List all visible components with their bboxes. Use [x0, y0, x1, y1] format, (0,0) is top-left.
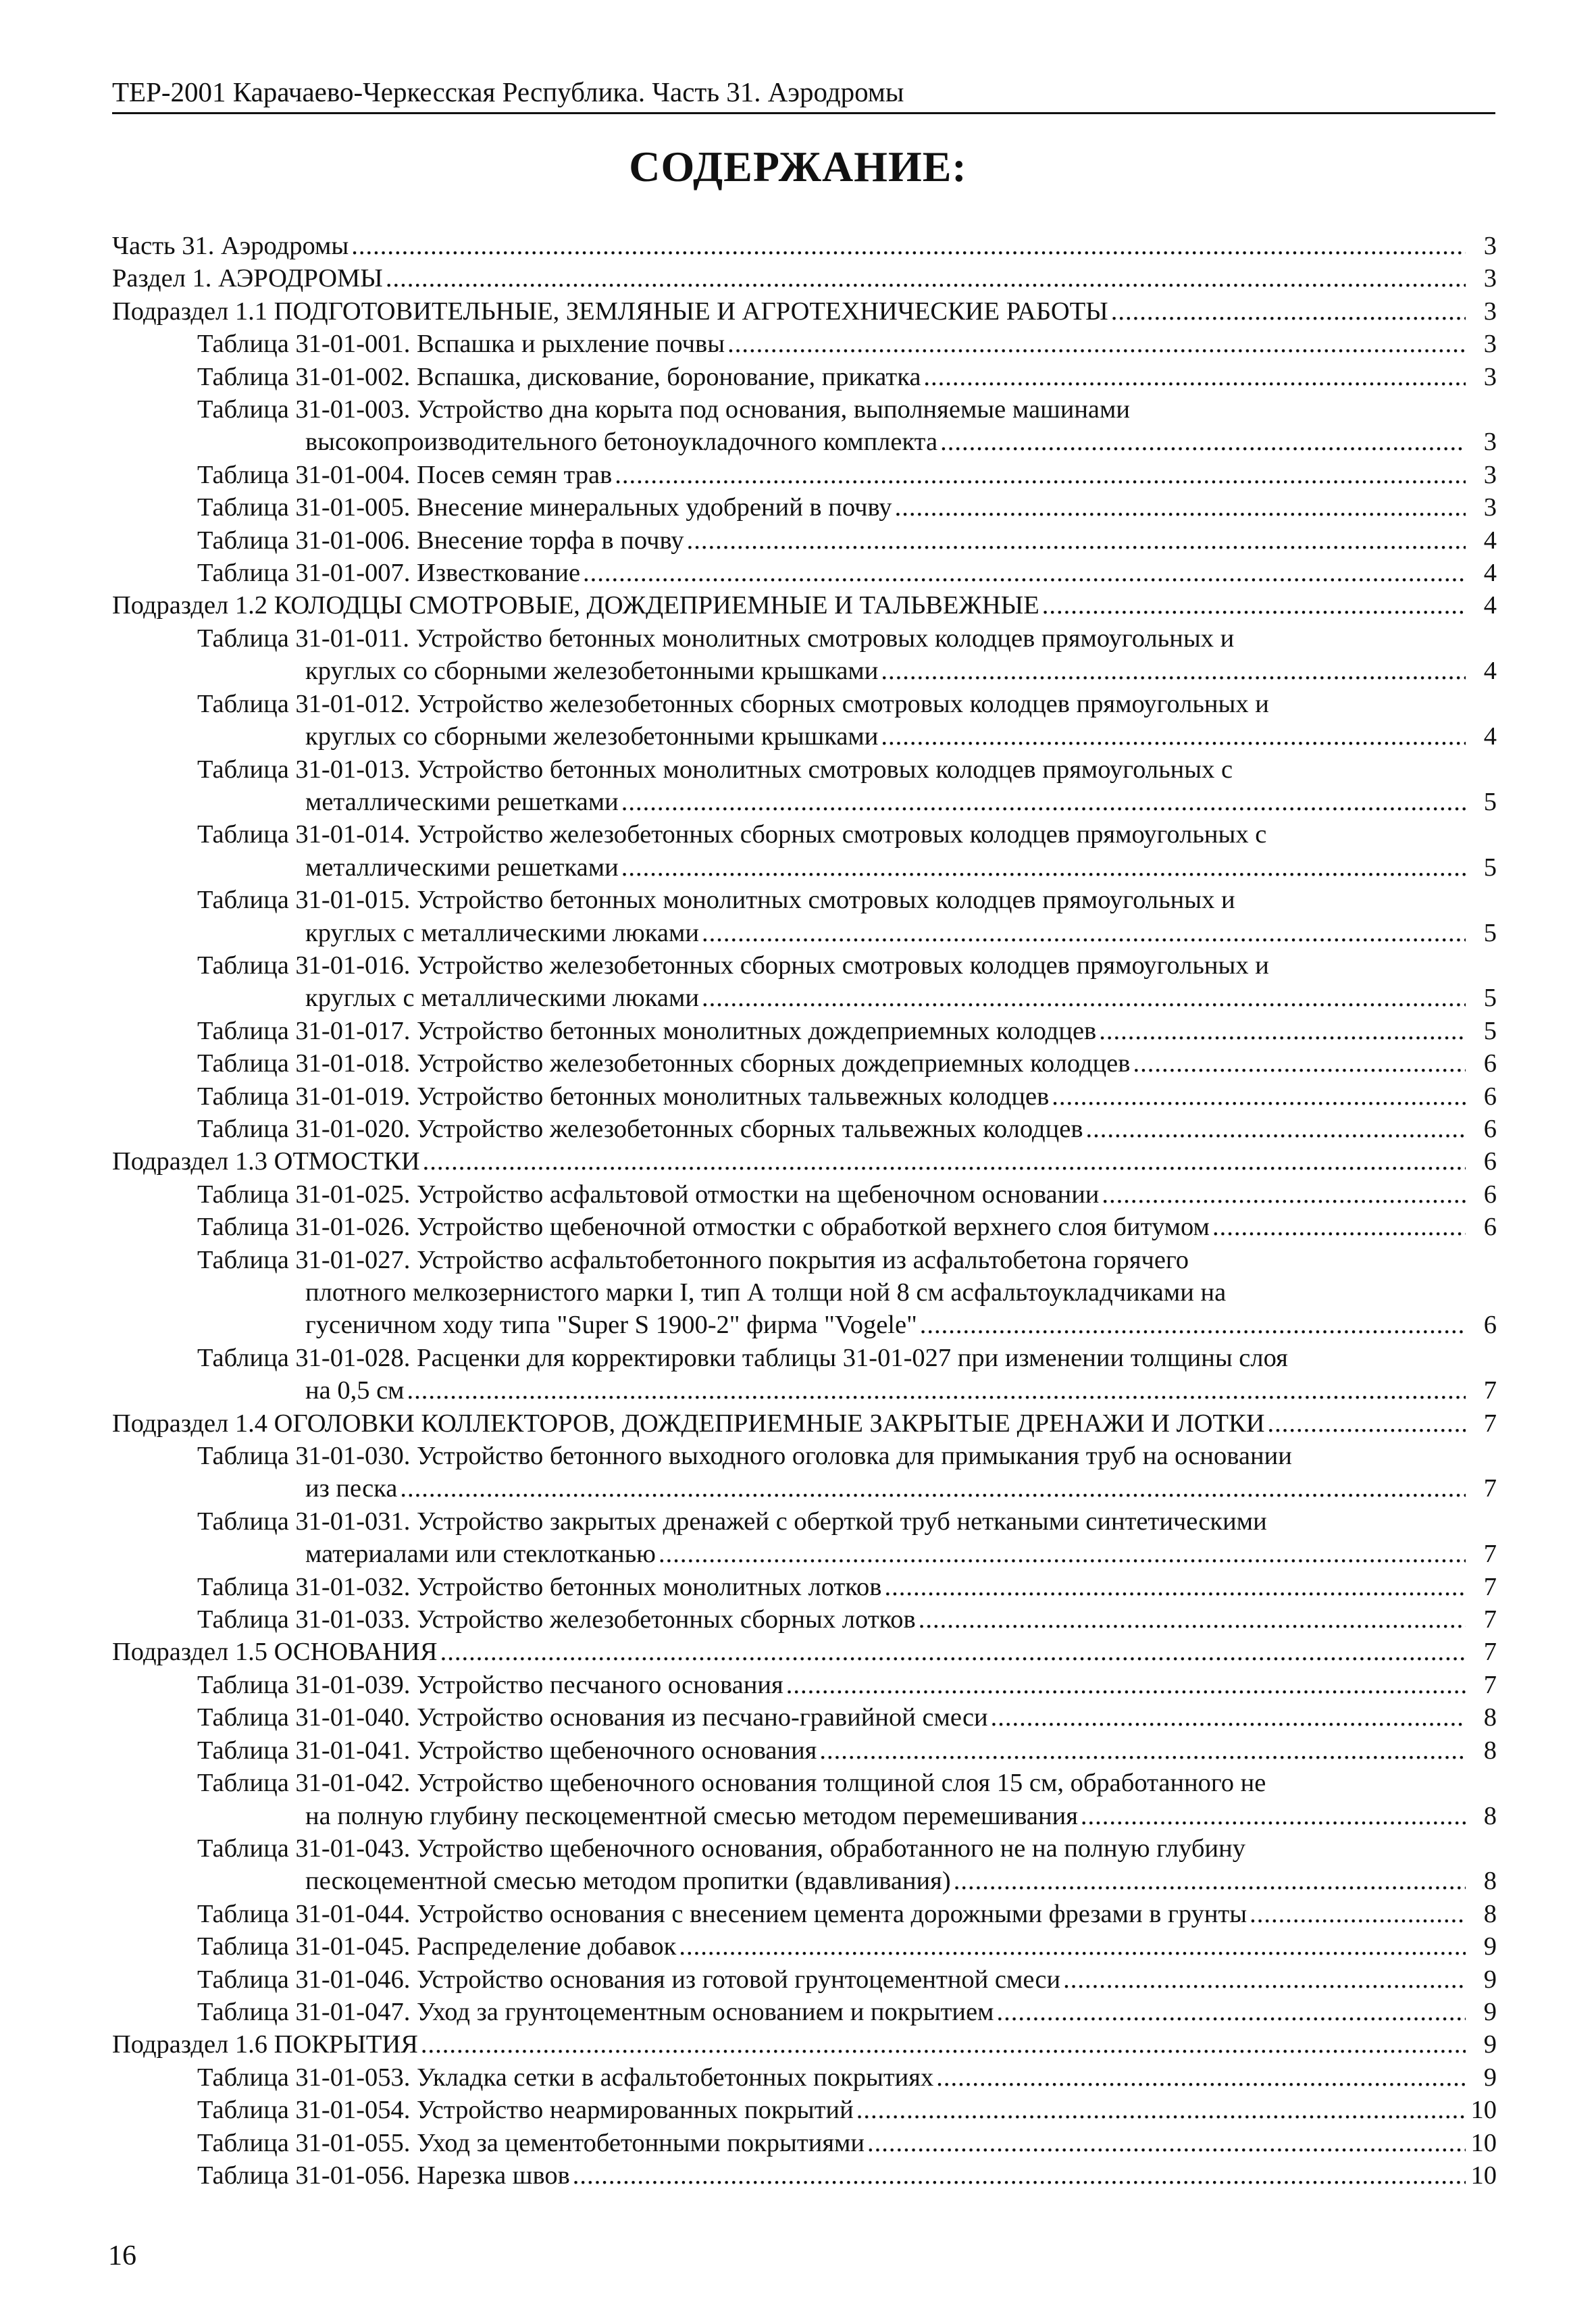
toc-page-number: 10	[1470, 2161, 1497, 2190]
toc-page-number: 4	[1483, 526, 1497, 555]
toc-page-number: 9	[1483, 1932, 1497, 1961]
toc-entry-text: Подраздел 1.1 ПОДГОТОВИТЕЛЬНЫЕ, ЗЕМЛЯНЫЕ И АГРОТЕХНИЧЕСКИЕ РАБОТЫ	[112, 297, 1108, 326]
toc-page-number: 6	[1483, 1049, 1497, 1078]
dot-leader	[421, 2028, 1466, 2061]
toc-entry[interactable]	[112, 230, 1497, 262]
toc-entry-text: Подраздел 1.2 КОЛОДЦЫ СМОТРОВЫЕ, ДОЖДЕПРИЕМНЫЕ И ТАЛЬВЕЖНЫЕ	[112, 591, 1039, 620]
dot-leader	[440, 1636, 1466, 1668]
toc-page-number: 3	[1483, 297, 1497, 326]
toc-entry-text: на полную глубину пескоцементной смесью методом перемешивания	[305, 1801, 1078, 1830]
toc-entry-line	[197, 1113, 1497, 1145]
dot-leader	[573, 2159, 1466, 2192]
toc-entry-text: Таблица 31-01-030. Устройство бетонного выходного оголовка для примыкания труб на основании	[197, 1442, 1292, 1471]
dot-leader	[1052, 1080, 1466, 1113]
toc-entry-line	[197, 917, 1497, 949]
toc-entry[interactable]	[112, 361, 1497, 393]
toc-entry-line	[197, 1047, 1497, 1080]
toc-entry-text: Таблица 31-01-005. Внесение минеральных удобрений в почву	[197, 493, 892, 522]
table-of-contents	[112, 230, 1497, 2192]
dot-leader	[727, 328, 1466, 360]
toc-entry[interactable]	[112, 688, 1497, 753]
toc-entry[interactable]	[112, 818, 1497, 884]
toc-entry-line	[197, 1505, 1497, 1538]
dot-leader	[702, 917, 1466, 949]
toc-entry-text: Таблица 31-01-012. Устройство железобетонных сборных смотровых колодцев прямоугольных и	[197, 689, 1269, 718]
toc-entry-text: Таблица 31-01-045. Распределение добавок	[197, 1932, 677, 1961]
toc-entry-text: Таблица 31-01-033. Устройство железобетонных сборных лотков	[197, 1605, 916, 1634]
dot-leader	[679, 1930, 1466, 1963]
toc-page-number: 9	[1483, 2030, 1497, 2059]
toc-entry[interactable]	[112, 2159, 1497, 2192]
toc-page-number: 6	[1483, 1311, 1497, 1340]
toc-entry-line	[197, 1276, 1497, 1309]
toc-entry-line	[197, 491, 1497, 524]
toc-entry[interactable]	[112, 753, 1497, 819]
dot-leader	[819, 1734, 1466, 1767]
toc-entry[interactable]	[112, 2127, 1497, 2159]
toc-entry-line	[197, 1963, 1497, 1996]
toc-entry-line	[197, 1603, 1497, 1636]
toc-entry-text: Таблица 31-01-014. Устройство железобетонных сборных смотровых колодцев прямоугольных с	[197, 820, 1267, 849]
dot-leader	[991, 1701, 1466, 1734]
dot-leader	[920, 1309, 1466, 1341]
toc-entry-text: плотного мелкозернистого марки I, тип А толщи ной 8 см асфальтоукладчиками на	[305, 1278, 1227, 1307]
dot-leader	[621, 786, 1466, 818]
toc-entry-text: Таблица 31-01-004. Посев семян трав	[197, 460, 613, 489]
toc-entry-text: Таблица 31-01-053. Укладка сетки в асфальтобетонных покрытиях	[197, 2063, 934, 2092]
toc-page-number: 8	[1483, 1736, 1497, 1765]
toc-entry[interactable]	[112, 1930, 1497, 1963]
toc-entry-line	[197, 1015, 1497, 1047]
toc-entry[interactable]	[112, 1996, 1497, 2028]
toc-page-number: 6	[1483, 1114, 1497, 1143]
dot-leader	[881, 720, 1466, 753]
toc-entry-text: Таблица 31-01-028. Расценки для корректировки таблицы 31-01-027 при изменении толщины слоя	[197, 1343, 1288, 1372]
toc-entry[interactable]	[112, 1832, 1497, 1898]
toc-entry-text: Раздел 1. АЭРОДРОМЫ	[112, 264, 383, 293]
dot-leader	[923, 361, 1466, 393]
toc-page-number: 7	[1483, 1670, 1497, 1699]
toc-entry-text: гусеничном ходу типа "Super S 1900-2" фирма "Vogele"	[305, 1311, 917, 1340]
page-number: 16	[108, 2240, 136, 2271]
dot-leader	[615, 459, 1466, 491]
toc-entry-line	[197, 982, 1497, 1014]
toc-entry-line	[197, 1701, 1497, 1734]
dot-leader	[687, 524, 1466, 557]
toc-entry[interactable]	[112, 295, 1497, 328]
toc-entry[interactable]	[112, 1080, 1497, 1113]
dot-leader	[954, 1865, 1466, 1897]
toc-entry[interactable]	[112, 1701, 1497, 1734]
dot-leader	[1042, 589, 1466, 622]
toc-entry-line	[197, 818, 1497, 851]
toc-page-number: 9	[1483, 1997, 1497, 2026]
toc-entry[interactable]	[112, 1767, 1497, 1832]
toc-entry[interactable]	[112, 1440, 1497, 1505]
toc-entry-line	[197, 1800, 1497, 1832]
toc-page-number: 8	[1483, 1801, 1497, 1830]
toc-entry-line	[112, 1407, 1497, 1440]
dot-leader	[786, 1669, 1466, 1701]
toc-entry[interactable]	[112, 1244, 1497, 1342]
dot-leader	[1268, 1407, 1466, 1440]
toc-page-number: 6	[1483, 1147, 1497, 1176]
toc-entry-text: круглых с металлическими люками	[305, 984, 699, 1013]
dot-leader	[996, 1996, 1466, 2028]
toc-page-number: 7	[1483, 1474, 1497, 1503]
dot-leader	[1250, 1898, 1466, 1930]
toc-entry[interactable]	[112, 524, 1497, 557]
toc-entry-text: Таблица 31-01-027. Устройство асфальтобетонного покрытия из асфальтобетона горячего	[197, 1245, 1189, 1274]
dot-leader	[881, 655, 1466, 687]
toc-entry[interactable]	[112, 1113, 1497, 1145]
toc-entry-text: Таблица 31-01-016. Устройство железобетонных сборных смотровых колодцев прямоугольных и	[197, 951, 1269, 980]
toc-entry-text: Подраздел 1.5 ОСНОВАНИЯ	[112, 1638, 438, 1667]
toc-entry-text: Таблица 31-01-031. Устройство закрытых дренажей с оберткой труб неткаными синтетическими	[197, 1507, 1267, 1536]
toc-entry[interactable]	[112, 1178, 1497, 1211]
toc-entry-text: Таблица 31-01-013. Устройство бетонных монолитных смотровых колодцев прямоугольных с	[197, 755, 1233, 784]
toc-entry[interactable]	[112, 1603, 1497, 1636]
toc-entry-text: круглых с металлическими люками	[305, 918, 699, 947]
toc-entry[interactable]	[112, 949, 1497, 1015]
toc-entry[interactable]	[112, 1669, 1497, 1701]
toc-page-number: 3	[1483, 460, 1497, 489]
toc-entry-line	[197, 2127, 1497, 2159]
toc-entry-text: металлическими решетками	[305, 853, 619, 882]
toc-entry-line	[197, 1080, 1497, 1113]
toc-entry-text: Таблица 31-01-055. Уход за цементобетонными покрытиями	[197, 2128, 865, 2157]
dot-leader	[1133, 1047, 1466, 1080]
dot-leader	[659, 1538, 1466, 1570]
toc-entry[interactable]	[112, 491, 1497, 524]
toc-entry-line	[197, 1865, 1497, 1897]
toc-entry[interactable]	[112, 2094, 1497, 2126]
toc-page-number: 7	[1483, 1540, 1497, 1569]
toc-entry-line	[197, 786, 1497, 818]
toc-entry-line	[197, 622, 1497, 655]
toc-entry[interactable]	[112, 884, 1497, 949]
toc-entry-text: Таблица 31-01-040. Устройство основания из песчано-гравийной смеси	[197, 1703, 988, 1732]
toc-page-number: 8	[1483, 1867, 1497, 1896]
toc-entry[interactable]	[112, 1734, 1497, 1767]
dot-leader	[621, 851, 1466, 884]
toc-page-number: 8	[1483, 1703, 1497, 1732]
toc-entry-line	[197, 1342, 1497, 1374]
dot-leader	[884, 1571, 1466, 1603]
toc-entry-line	[197, 949, 1497, 982]
toc-entry-line	[197, 328, 1497, 360]
toc-page-number: 9	[1483, 1965, 1497, 1994]
toc-entry-line	[197, 1440, 1497, 1472]
toc-page-number: 6	[1483, 1213, 1497, 1242]
dot-leader	[1081, 1800, 1466, 1832]
toc-page-number: 4	[1483, 559, 1497, 588]
toc-entry-line	[197, 655, 1497, 687]
toc-entry-line	[197, 1211, 1497, 1243]
dot-leader	[1086, 1113, 1466, 1145]
toc-entry-line	[197, 361, 1497, 393]
toc-entry-text: Часть 31. Аэродромы	[112, 232, 349, 260]
toc-entry[interactable]	[112, 1407, 1497, 1440]
toc-entry-line	[197, 557, 1497, 589]
toc-entry[interactable]	[112, 1047, 1497, 1080]
toc-entry-text: Таблица 31-01-006. Внесение торфа в почву	[197, 526, 684, 555]
toc-entry-line	[197, 1309, 1497, 1341]
toc-entry-text: Таблица 31-01-047. Уход за грунтоцементным основанием и покрытием	[197, 1997, 994, 2026]
toc-entry[interactable]	[112, 328, 1497, 360]
toc-page-number: 10	[1470, 2096, 1497, 2125]
toc-entry-text: Таблица 31-01-011. Устройство бетонных монолитных смотровых колодцев прямоугольных и	[197, 624, 1235, 653]
toc-entry-text: Таблица 31-01-018. Устройство железобетонных сборных дождеприемных колодцев	[197, 1049, 1131, 1078]
toc-entry-line	[197, 459, 1497, 491]
dot-leader	[867, 2127, 1466, 2159]
toc-entry-line	[197, 884, 1497, 916]
toc-entry[interactable]	[112, 1636, 1497, 1668]
toc-entry-text: Таблица 31-01-056. Нарезка швов	[197, 2161, 570, 2190]
toc-entry[interactable]	[112, 262, 1497, 295]
toc-page-number: 4	[1483, 722, 1497, 751]
toc-entry-text: Таблица 31-01-026. Устройство щебеночной отмостки с обработкой верхнего слоя битумом	[197, 1213, 1210, 1242]
toc-entry[interactable]	[112, 622, 1497, 688]
toc-entry-line	[197, 1538, 1497, 1570]
toc-entry-text: Подраздел 1.4 ОГОЛОВКИ КОЛЛЕКТОРОВ, ДОЖДЕПРИЕМНЫЕ ЗАКРЫТЫЕ ДРЕНАЖИ И ЛОТКИ	[112, 1409, 1265, 1438]
dot-leader	[423, 1145, 1466, 1178]
toc-page-number: 7	[1483, 1638, 1497, 1667]
toc-entry-text: на 0,5 см	[305, 1376, 405, 1405]
toc-entry-line	[197, 1767, 1497, 1799]
toc-entry-line	[112, 589, 1497, 622]
toc-entry-line	[197, 1734, 1497, 1767]
toc-entry-text: Таблица 31-01-054. Устройство неармированных покрытий	[197, 2096, 854, 2125]
toc-entry-line	[197, 1178, 1497, 1211]
toc-entry-line	[197, 524, 1497, 557]
toc-entry-text: Таблица 31-01-017. Устройство бетонных монолитных дождеприемных колодцев	[197, 1016, 1097, 1045]
toc-entry-line	[197, 2094, 1497, 2126]
page-title: СОДЕРЖАНИЕ:	[629, 143, 967, 191]
toc-entry-line	[197, 1669, 1497, 1701]
toc-entry-text: Таблица 31-01-039. Устройство песчаного основания	[197, 1670, 783, 1699]
toc-entry-text: Таблица 31-01-025. Устройство асфальтовой отмостки на щебеночном основании	[197, 1180, 1100, 1209]
toc-page-number: 3	[1483, 428, 1497, 457]
toc-entry-line	[112, 2028, 1497, 2061]
toc-page-number: 6	[1483, 1082, 1497, 1111]
toc-page-number: 7	[1483, 1409, 1497, 1438]
toc-entry-line	[197, 851, 1497, 884]
toc-page-number: 9	[1483, 2063, 1497, 2092]
toc-entry-text: Таблица 31-01-003. Устройство дна корыта под основания, выполняемые машинами	[197, 395, 1130, 424]
toc-entry-line	[197, 1930, 1497, 1963]
toc-entry[interactable]	[112, 2061, 1497, 2094]
toc-entry[interactable]	[112, 1211, 1497, 1243]
dot-leader	[1063, 1963, 1466, 1996]
toc-entry-line	[197, 1244, 1497, 1276]
dot-leader	[1102, 1178, 1466, 1211]
dot-leader	[407, 1374, 1466, 1407]
toc-page-number: 3	[1483, 232, 1497, 260]
toc-entry-text: Таблица 31-01-032. Устройство бетонных монолитных лотков	[197, 1572, 882, 1601]
dot-leader	[400, 1472, 1466, 1505]
dot-leader	[895, 491, 1466, 524]
toc-entry-line	[197, 1996, 1497, 2028]
dot-leader	[940, 426, 1466, 458]
toc-entry-text: Таблица 31-01-020. Устройство железобетонных сборных тальвежных колодцев	[197, 1114, 1083, 1143]
toc-entry-line	[112, 230, 1497, 262]
toc-page-number: 3	[1483, 330, 1497, 359]
toc-entry[interactable]	[112, 589, 1497, 622]
toc-entry-line	[197, 426, 1497, 458]
running-header: ТЕР-2001 Карачаево-Черкесская Республика. Часть 31. Аэродромы	[112, 74, 1495, 114]
toc-entry-text: пескоцементной смесью методом пропитки (вдавливания)	[305, 1867, 951, 1896]
toc-entry-text: Таблица 31-01-041. Устройство щебеночного основания	[197, 1736, 817, 1765]
toc-entry-text: Таблица 31-01-019. Устройство бетонных монолитных тальвежных колодцев	[197, 1082, 1050, 1111]
toc-entry-line	[197, 1472, 1497, 1505]
toc-page-number: 5	[1483, 1016, 1497, 1045]
toc-entry[interactable]	[112, 1571, 1497, 1603]
toc-entry-text: Подраздел 1.3 ОТМОСТКИ	[112, 1147, 420, 1176]
toc-entry[interactable]	[112, 1898, 1497, 1930]
toc-entry[interactable]	[112, 557, 1497, 589]
toc-entry-line	[112, 295, 1497, 328]
toc-entry-line	[197, 1898, 1497, 1930]
toc-entry-text: круглых со сборными железобетонными крышками	[305, 722, 879, 751]
toc-entry-line	[197, 688, 1497, 720]
toc-entry-text: Таблица 31-01-002. Вспашка, дискование, боронование, прикатка	[197, 362, 921, 391]
dot-leader	[1212, 1211, 1466, 1243]
toc-entry-line	[197, 1571, 1497, 1603]
toc-entry-text: Таблица 31-01-001. Вспашка и рыхление почвы	[197, 330, 725, 359]
toc-page-number: 3	[1483, 493, 1497, 522]
toc-entry[interactable]	[112, 393, 1497, 459]
toc-entry-text: Таблица 31-01-046. Устройство основания из готовой грунтоцементной смеси	[197, 1965, 1061, 1994]
toc-entry[interactable]	[112, 1145, 1497, 1178]
toc-entry-text: Подраздел 1.6 ПОКРЫТИЯ	[112, 2030, 418, 2059]
dot-leader	[351, 230, 1466, 262]
toc-entry-line	[112, 262, 1497, 295]
toc-entry-line	[197, 1832, 1497, 1865]
toc-page-number: 10	[1470, 2128, 1497, 2157]
toc-entry-text: металлическими решетками	[305, 787, 619, 816]
toc-entry-line	[197, 2061, 1497, 2094]
toc-entry[interactable]	[112, 1963, 1497, 1996]
toc-entry-line	[112, 1636, 1497, 1668]
toc-entry-text: материалами или стеклотканью	[305, 1540, 656, 1569]
toc-entry-text: Таблица 31-01-015. Устройство бетонных монолитных смотровых колодцев прямоугольных и	[197, 886, 1235, 915]
toc-entry-text: Таблица 31-01-043. Устройство щебеночного основания, обработанного не на полную глубину	[197, 1834, 1245, 1863]
toc-entry-text: Таблица 31-01-042. Устройство щебеночного основания толщиной слоя 15 см, обработанного не	[197, 1769, 1266, 1798]
toc-page-number: 4	[1483, 591, 1497, 620]
toc-entry[interactable]	[112, 1342, 1497, 1407]
toc-page-number: 7	[1483, 1572, 1497, 1601]
toc-entry-line	[197, 720, 1497, 753]
toc-entry-line	[197, 753, 1497, 786]
dot-leader	[936, 2061, 1466, 2094]
toc-page-number: 4	[1483, 657, 1497, 686]
toc-entry-text: из песка	[305, 1474, 398, 1503]
toc-entry-line	[197, 1374, 1497, 1407]
dot-leader	[856, 2094, 1466, 2126]
toc-entry-text: Таблица 31-01-044. Устройство основания с внесением цемента дорожными фрезами в грунты	[197, 1899, 1247, 1928]
dot-leader	[702, 982, 1466, 1014]
toc-page-number: 3	[1483, 362, 1497, 391]
dot-leader	[1111, 295, 1466, 328]
toc-entry[interactable]	[112, 459, 1497, 491]
dot-leader	[1099, 1015, 1466, 1047]
toc-page-number: 5	[1483, 787, 1497, 816]
toc-entry-line	[197, 393, 1497, 426]
toc-page-number: 7	[1483, 1376, 1497, 1405]
dot-leader	[386, 262, 1466, 295]
toc-page-number: 6	[1483, 1180, 1497, 1209]
toc-entry[interactable]	[112, 1015, 1497, 1047]
toc-page-number: 7	[1483, 1605, 1497, 1634]
toc-entry[interactable]	[112, 2028, 1497, 2061]
toc-page-number: 5	[1483, 853, 1497, 882]
toc-entry[interactable]	[112, 1505, 1497, 1571]
dot-leader	[919, 1603, 1466, 1636]
toc-entry-line	[112, 1145, 1497, 1178]
toc-entry-text: Таблица 31-01-007. Известкование	[197, 559, 581, 588]
toc-page-number: 5	[1483, 984, 1497, 1013]
toc-entry-text: круглых со сборными железобетонными крышками	[305, 657, 879, 686]
toc-entry-line	[197, 2159, 1497, 2192]
toc-entry-text: высокопроизводительного бетоноукладочного комплекта	[305, 428, 938, 457]
toc-page-number: 5	[1483, 918, 1497, 947]
toc-page-number: 8	[1483, 1899, 1497, 1928]
toc-page-number: 3	[1483, 264, 1497, 293]
dot-leader	[583, 557, 1466, 589]
